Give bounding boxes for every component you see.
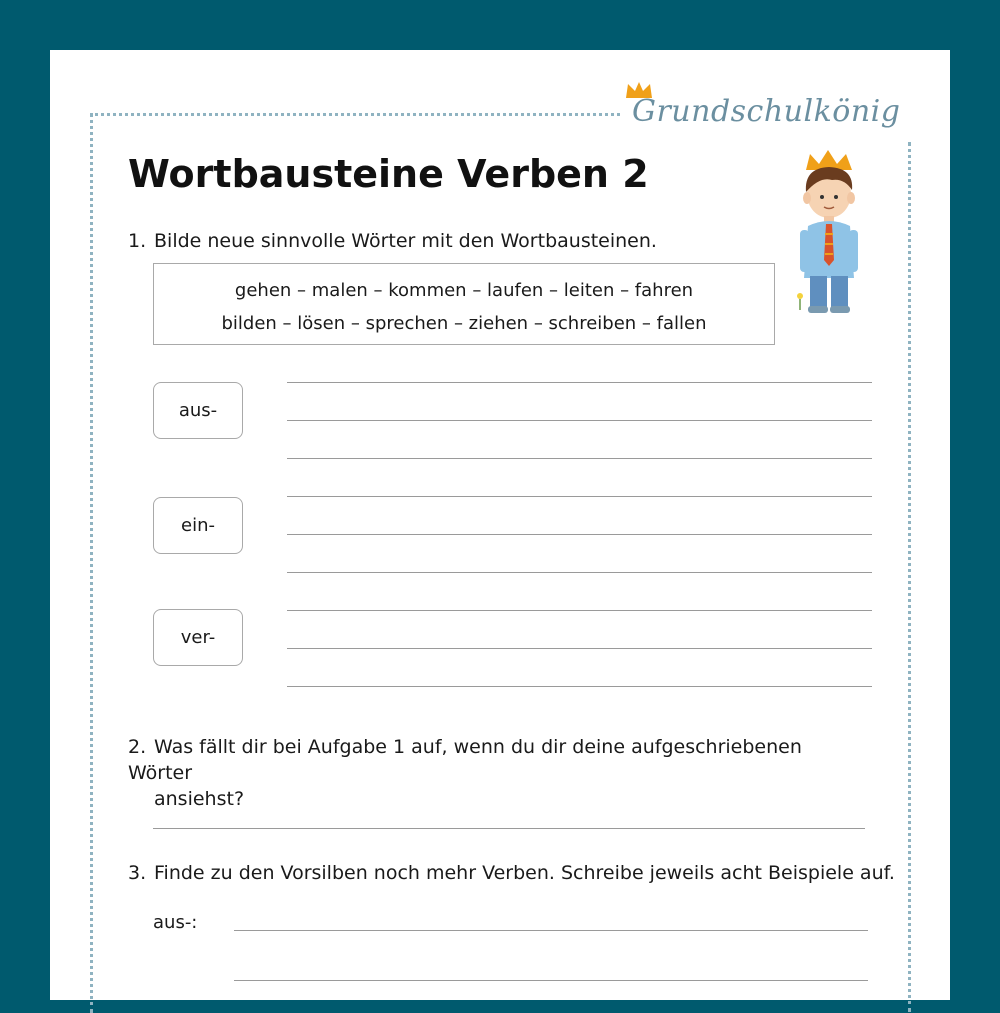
task-1-text: Bilde neue sinnvolle Wörter mit den Wortbausteinen.	[154, 230, 657, 252]
dotted-border-left	[90, 113, 93, 1013]
answer-line-task-3[interactable]	[234, 980, 868, 981]
boy-illustration	[792, 150, 872, 315]
prefix-box-ein: ein-	[153, 497, 243, 554]
word-bank-row-2: bilden – lösen – sprechen – ziehen – schreiben – fallen	[221, 313, 707, 334]
dotted-border-top	[90, 113, 620, 116]
writing-line[interactable]	[287, 686, 872, 687]
task-1	[128, 228, 657, 254]
task-3-label-aus: aus-:	[153, 912, 198, 933]
task-2-text-line-1: Was fällt dir bei Aufgabe 1 auf, wenn du dir deine aufgeschriebenen Wörter	[128, 736, 802, 784]
writing-line[interactable]	[287, 496, 872, 497]
writing-line[interactable]	[287, 648, 872, 649]
task-2	[128, 734, 848, 812]
page-title: Wortbausteine Verben 2	[128, 152, 649, 196]
writing-line[interactable]	[287, 420, 872, 421]
task-2-number: 2.	[128, 736, 147, 758]
word-bank-box	[153, 263, 775, 345]
writing-line[interactable]	[287, 610, 872, 611]
prefix-box-ver: ver-	[153, 609, 243, 666]
task-2-text-line-2: ansiehst?	[154, 788, 245, 810]
answer-line-task-2[interactable]	[153, 828, 865, 829]
brand-logo: Grundschulkönig	[632, 94, 901, 129]
answer-line-task-3[interactable]	[234, 930, 868, 931]
writing-line[interactable]	[287, 534, 872, 535]
writing-line[interactable]	[287, 572, 872, 573]
writing-line[interactable]	[287, 382, 872, 383]
task-1-number: 1.	[128, 230, 147, 252]
task-3	[128, 860, 895, 886]
dotted-border-right	[908, 142, 911, 1012]
worksheet-page	[50, 50, 950, 1000]
prefix-box-aus: aus-	[153, 382, 243, 439]
writing-line[interactable]	[287, 458, 872, 459]
task-3-number: 3.	[128, 862, 147, 884]
word-bank-row-1: gehen – malen – kommen – laufen – leiten – fahren	[234, 280, 694, 301]
task-3-text: Finde zu den Vorsilben noch mehr Verben. Schreibe jeweils acht Beispiele auf.	[154, 862, 895, 884]
